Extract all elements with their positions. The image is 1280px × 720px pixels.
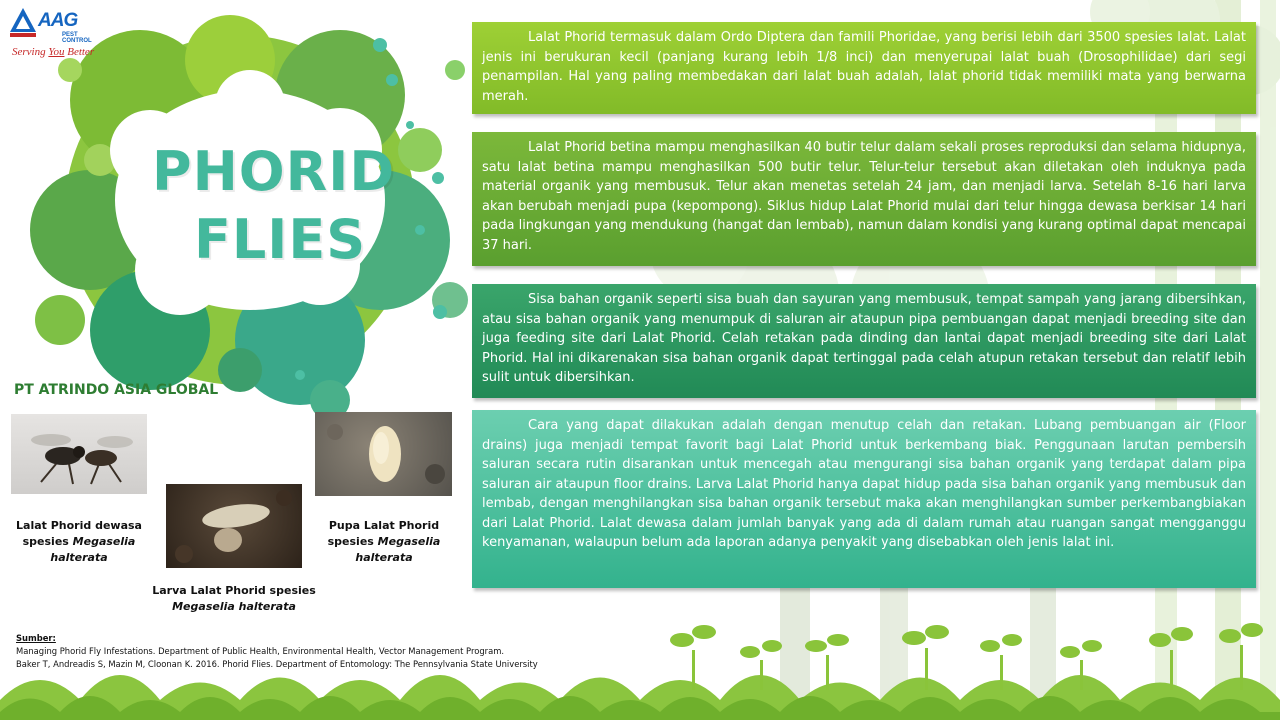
caption-pupa bbox=[318, 518, 450, 566]
caption-pupa-species: Megaselia halterata bbox=[355, 535, 441, 564]
grass-strip bbox=[0, 675, 1280, 720]
caption-larva-text: Larva Lalat Phorid spesies bbox=[152, 584, 316, 597]
title-line-1: PHORID bbox=[152, 140, 396, 203]
logo-subtitle: PEST CONTROL bbox=[62, 32, 92, 44]
logo-tagline bbox=[12, 46, 94, 58]
adult-fly-illustration bbox=[11, 414, 147, 494]
source-item: Managing Phorid Fly Infestations. Department of Public Health, Environmental Health, Vector Management Program. bbox=[16, 646, 505, 656]
photo-larva bbox=[166, 484, 302, 568]
info-panel-life-cycle: Lalat Phorid betina mampu menghasilkan 40 butir telur dalam sekali proses reproduksi dan selama hidupnya, satu lalat betina mampu menghasilkan 500 butir telur. Telur-telur tersebut akan diletakan oleh induknya pada material organik yang membusuk. Telur akan menetas setelah 24 jam, dan menjadi larva. Setelah 8-16 hari larva akan berubah menjadi pupa (kepompong). Siklus hidup Lalat Phorid mulai dari telur hingga dewasa berkisar 14 hari pada lingkungan yang mendukung (hangat dan lembab), namun dalam kondisi yang kurang optimal dapat mencapai 37 hari. bbox=[472, 132, 1256, 266]
logo-tagline-pre: Serving bbox=[12, 46, 49, 58]
larva-illustration bbox=[166, 484, 302, 568]
info-panel-classification: Lalat Phorid termasuk dalam Ordo Diptera dan famili Phoridae, yang berisi lebih dari 3500 spesies lalat. Lalat jenis ini berukuran kecil (panjang kurang lebih 1/8 inci) dan menyerupai lalat buah (Drosophilidae) dari segi penampilan. Hal yang paling membedakan dari lalat buah adalah, lalat phorid tidak memiliki mata yang berwarna merah. bbox=[472, 22, 1256, 114]
caption-larva-species: Megaselia halterata bbox=[172, 600, 296, 613]
source-item: Baker T, Andreadis S, Mazin M, Cloonan K. 2016. Phorid Flies. Department of Entomology: The Pennsylvania State University bbox=[16, 659, 538, 669]
sources bbox=[16, 632, 538, 671]
company-logo bbox=[10, 8, 100, 56]
caption-adult-text: Lalat Phorid dewasa spesies bbox=[16, 519, 142, 548]
caption-adult-species: Megaselia halterata bbox=[50, 535, 136, 564]
logo-emblem-icon bbox=[10, 8, 36, 38]
caption-adult bbox=[8, 518, 150, 566]
company-name: PT ATRINDO ASIA GLOBAL bbox=[14, 382, 219, 398]
logo-brand: AAG bbox=[38, 10, 78, 31]
caption-larva bbox=[150, 583, 318, 615]
logo-tagline-post: Better bbox=[64, 46, 95, 58]
info-panel-control: Cara yang dapat dilakukan adalah dengan menutup celah dan retakan. Lubang pembuangan air (Floor drains) juga menjadi tempat favorit bagi Lalat Phorid untuk berkembang biak. Penggunaan larutan pembersih saluran secara rutin disarankan untuk mencegah atau mengurangi sisa bahan organik yang terdapat dalam pipa saluran air ataupun floor drains. Larva Lalat Phorid hanya dapat hidup pada sisa bahan organik yang membusuk dan lembab, dengan menghilangkan sisa bahan organik tersebut maka akan menghilangkan sumber perkembangbiakan dari Lalat Phorid. Lalat dewasa dalam jumlah banyak yang ada di dalam rumah atau ruangan sangat mengganggu kenyamanan, walaupun belum ada laporan adanya penyakit yang disebabkan oleh jenis lalat ini. bbox=[472, 410, 1256, 588]
sources-title: Sumber: bbox=[16, 633, 56, 643]
title-line-2: FLIES bbox=[194, 208, 367, 271]
caption-pupa-text: Pupa Lalat Phorid spesies bbox=[327, 519, 440, 548]
photo-adult-fly bbox=[11, 414, 147, 494]
info-panel-breeding-sites: Sisa bahan organik seperti sisa buah dan sayuran yang membusuk, tempat sampah yang jarang dibersihkan, atau sisa bahan organik yang menumpuk di saluran air ataupun pipa pembuangan dapat menjadi breeding site dan juga feeding site dari Lalat Phorid. Celah retakan pada dinding dan lantai dapat menjadi breeding site dari Lalat Phorid. Hal ini dikarenakan sisa bahan organik dapat tertinggal pada celah atupun retakan tersebut dan relatif lebih sulit untuk dibersihkan. bbox=[472, 284, 1256, 398]
photo-pupa bbox=[315, 412, 452, 496]
logo-tagline-underlined: You bbox=[48, 46, 65, 58]
pupa-illustration bbox=[315, 412, 452, 496]
